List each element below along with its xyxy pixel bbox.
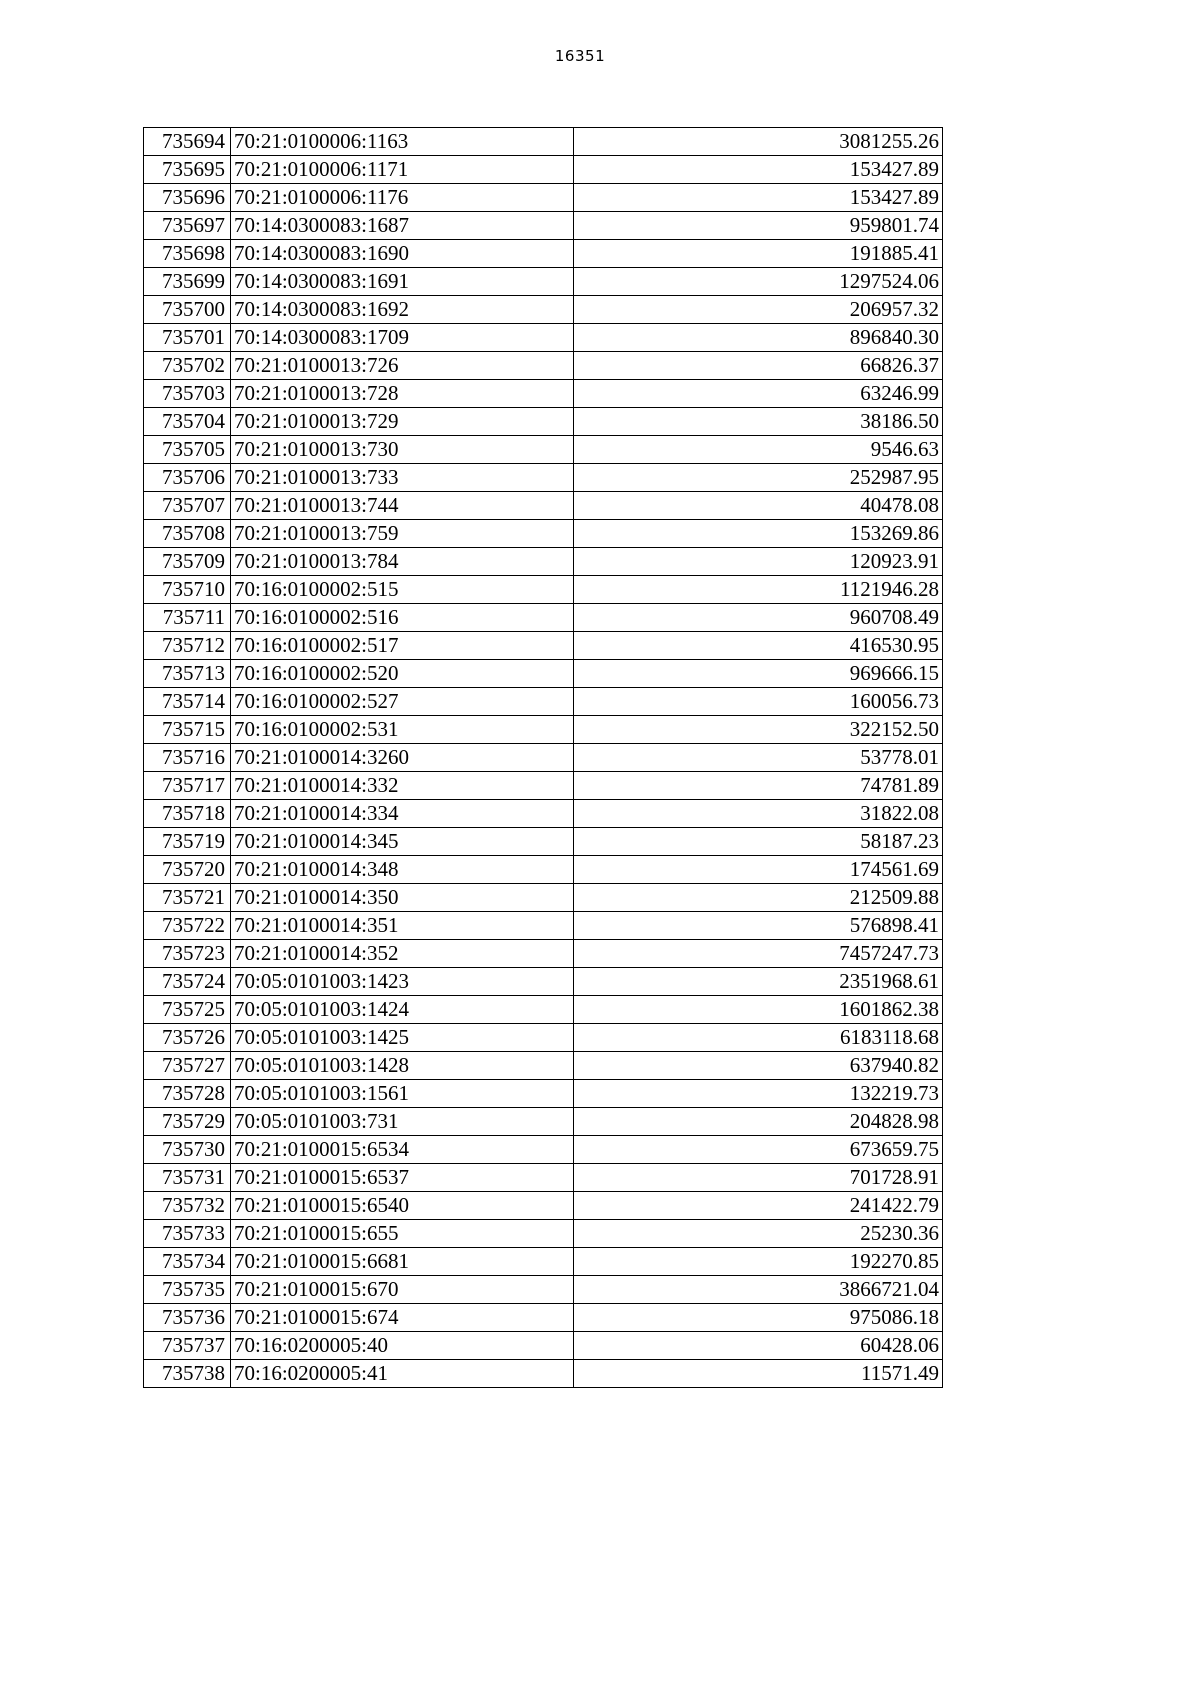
record-number-cell: 735711 [144, 604, 231, 632]
record-number-cell: 735697 [144, 212, 231, 240]
table-row [144, 464, 943, 492]
cadastral-value-cell: 120923.91 [574, 548, 943, 576]
record-number-cell: 735717 [144, 772, 231, 800]
cadastral-value-cell: 60428.06 [574, 1332, 943, 1360]
table-row [144, 968, 943, 996]
record-number-cell: 735735 [144, 1276, 231, 1304]
cadastral-value-cell: 576898.41 [574, 912, 943, 940]
cadastral-number-cell: 70:21:0100014:332 [231, 772, 574, 800]
record-number-cell: 735722 [144, 912, 231, 940]
table-row [144, 128, 943, 156]
cadastral-value-cell: 7457247.73 [574, 940, 943, 968]
table-row [144, 828, 943, 856]
table-row [144, 1136, 943, 1164]
table-row [144, 1052, 943, 1080]
cadastral-number-cell: 70:14:0300083:1709 [231, 324, 574, 352]
cadastral-value-cell: 416530.95 [574, 632, 943, 660]
cadastral-value-cell: 191885.41 [574, 240, 943, 268]
cadastral-number-cell: 70:21:0100015:674 [231, 1304, 574, 1332]
cadastral-number-cell: 70:21:0100014:3260 [231, 744, 574, 772]
cadastral-number-cell: 70:21:0100013:726 [231, 352, 574, 380]
cadastral-value-cell: 153427.89 [574, 156, 943, 184]
cadastral-number-cell: 70:21:0100013:744 [231, 492, 574, 520]
cadastral-value-cell: 25230.36 [574, 1220, 943, 1248]
record-number-cell: 735737 [144, 1332, 231, 1360]
cadastral-number-cell: 70:21:0100013:730 [231, 436, 574, 464]
cadastral-value-cell: 9546.63 [574, 436, 943, 464]
record-number-cell: 735703 [144, 380, 231, 408]
record-number-cell: 735696 [144, 184, 231, 212]
cadastral-number-cell: 70:16:0100002:520 [231, 660, 574, 688]
record-number-cell: 735701 [144, 324, 231, 352]
table-row [144, 1332, 943, 1360]
cadastral-value-cell: 6183118.68 [574, 1024, 943, 1052]
cadastral-number-cell: 70:21:0100013:784 [231, 548, 574, 576]
table-row [144, 604, 943, 632]
cadastral-value-cell: 896840.30 [574, 324, 943, 352]
cadastral-number-cell: 70:05:0101003:1428 [231, 1052, 574, 1080]
record-number-cell: 735694 [144, 128, 231, 156]
table-row [144, 436, 943, 464]
record-number-cell: 735714 [144, 688, 231, 716]
table-row [144, 492, 943, 520]
cadastral-value-cell: 153269.86 [574, 520, 943, 548]
cadastral-number-cell: 70:21:0100006:1163 [231, 128, 574, 156]
table-row [144, 324, 943, 352]
table-row [144, 912, 943, 940]
record-number-cell: 735729 [144, 1108, 231, 1136]
cadastral-value-cell: 66826.37 [574, 352, 943, 380]
cadastral-number-cell: 70:21:0100013:733 [231, 464, 574, 492]
cadastral-value-cell: 1601862.38 [574, 996, 943, 1024]
cadastral-value-cell: 192270.85 [574, 1248, 943, 1276]
cadastral-value-cell: 132219.73 [574, 1080, 943, 1108]
cadastral-number-cell: 70:21:0100015:670 [231, 1276, 574, 1304]
record-number-cell: 735725 [144, 996, 231, 1024]
table-row [144, 1080, 943, 1108]
cadastral-number-cell: 70:05:0101003:731 [231, 1108, 574, 1136]
cadastral-value-cell: 153427.89 [574, 184, 943, 212]
cadastral-value-cell: 58187.23 [574, 828, 943, 856]
table-row [144, 1248, 943, 1276]
cadastral-value-cell: 3866721.04 [574, 1276, 943, 1304]
table-row [144, 1220, 943, 1248]
cadastral-value-cell: 1297524.06 [574, 268, 943, 296]
cadastral-value-cell: 174561.69 [574, 856, 943, 884]
record-number-cell: 735713 [144, 660, 231, 688]
record-number-cell: 735698 [144, 240, 231, 268]
record-number-cell: 735707 [144, 492, 231, 520]
cadastral-value-cell: 322152.50 [574, 716, 943, 744]
cadastral-value-cell: 63246.99 [574, 380, 943, 408]
table-row [144, 1024, 943, 1052]
cadastral-value-cell: 3081255.26 [574, 128, 943, 156]
record-number-cell: 735712 [144, 632, 231, 660]
table-row [144, 856, 943, 884]
record-number-cell: 735709 [144, 548, 231, 576]
record-number-cell: 735738 [144, 1360, 231, 1388]
page-number: 16351 [554, 47, 606, 65]
cadastral-number-cell: 70:16:0100002:515 [231, 576, 574, 604]
cadastral-value-cell: 960708.49 [574, 604, 943, 632]
cadastral-number-cell: 70:21:0100006:1176 [231, 184, 574, 212]
cadastral-number-cell: 70:05:0101003:1424 [231, 996, 574, 1024]
record-number-cell: 735734 [144, 1248, 231, 1276]
record-number-cell: 735705 [144, 436, 231, 464]
record-number-cell: 735718 [144, 800, 231, 828]
record-number-cell: 735702 [144, 352, 231, 380]
table-row [144, 884, 943, 912]
cadastral-value-cell: 701728.91 [574, 1164, 943, 1192]
table-row [144, 156, 943, 184]
cadastral-value-table [143, 127, 943, 1388]
table-row [144, 1108, 943, 1136]
record-number-cell: 735721 [144, 884, 231, 912]
table-row [144, 380, 943, 408]
record-number-cell: 735715 [144, 716, 231, 744]
table-row [144, 660, 943, 688]
cadastral-number-cell: 70:21:0100014:350 [231, 884, 574, 912]
table-row [144, 352, 943, 380]
record-number-cell: 735706 [144, 464, 231, 492]
record-number-cell: 735736 [144, 1304, 231, 1332]
cadastral-value-cell: 38186.50 [574, 408, 943, 436]
record-number-cell: 735732 [144, 1192, 231, 1220]
record-number-cell: 735723 [144, 940, 231, 968]
cadastral-number-cell: 70:14:0300083:1687 [231, 212, 574, 240]
table-row [144, 548, 943, 576]
cadastral-number-cell: 70:21:0100014:345 [231, 828, 574, 856]
cadastral-number-cell: 70:05:0101003:1561 [231, 1080, 574, 1108]
record-number-cell: 735720 [144, 856, 231, 884]
cadastral-number-cell: 70:16:0100002:527 [231, 688, 574, 716]
cadastral-number-cell: 70:21:0100015:6540 [231, 1192, 574, 1220]
record-number-cell: 735716 [144, 744, 231, 772]
cadastral-number-cell: 70:16:0200005:40 [231, 1332, 574, 1360]
table-row [144, 240, 943, 268]
cadastral-number-cell: 70:21:0100015:6681 [231, 1248, 574, 1276]
cadastral-number-cell: 70:21:0100013:759 [231, 520, 574, 548]
record-number-cell: 735726 [144, 1024, 231, 1052]
record-number-cell: 735730 [144, 1136, 231, 1164]
table-row [144, 520, 943, 548]
table-row [144, 772, 943, 800]
cadastral-value-cell: 11571.49 [574, 1360, 943, 1388]
cadastral-number-cell: 70:21:0100013:728 [231, 380, 574, 408]
record-number-cell: 735700 [144, 296, 231, 324]
cadastral-value-cell: 212509.88 [574, 884, 943, 912]
cadastral-value-cell: 637940.82 [574, 1052, 943, 1080]
cadastral-number-cell: 70:21:0100014:352 [231, 940, 574, 968]
record-number-cell: 735733 [144, 1220, 231, 1248]
cadastral-value-cell: 1121946.28 [574, 576, 943, 604]
table-row [144, 744, 943, 772]
cadastral-number-cell: 70:21:0100015:655 [231, 1220, 574, 1248]
table-row [144, 716, 943, 744]
record-number-cell: 735719 [144, 828, 231, 856]
table-row [144, 996, 943, 1024]
table-row [144, 296, 943, 324]
table-row [144, 632, 943, 660]
table-row [144, 800, 943, 828]
cadastral-value-cell: 53778.01 [574, 744, 943, 772]
record-number-cell: 735695 [144, 156, 231, 184]
record-number-cell: 735724 [144, 968, 231, 996]
record-number-cell: 735731 [144, 1164, 231, 1192]
cadastral-value-cell: 241422.79 [574, 1192, 943, 1220]
cadastral-number-cell: 70:16:0200005:41 [231, 1360, 574, 1388]
table-row [144, 1360, 943, 1388]
cadastral-number-cell: 70:14:0300083:1690 [231, 240, 574, 268]
cadastral-number-cell: 70:16:0100002:517 [231, 632, 574, 660]
cadastral-value-cell: 2351968.61 [574, 968, 943, 996]
table-row [144, 576, 943, 604]
record-number-cell: 735728 [144, 1080, 231, 1108]
record-number-cell: 735727 [144, 1052, 231, 1080]
cadastral-value-cell: 673659.75 [574, 1136, 943, 1164]
record-number-cell: 735708 [144, 520, 231, 548]
cadastral-number-cell: 70:05:0101003:1423 [231, 968, 574, 996]
cadastral-number-cell: 70:21:0100014:334 [231, 800, 574, 828]
record-number-cell: 735710 [144, 576, 231, 604]
cadastral-number-cell: 70:05:0101003:1425 [231, 1024, 574, 1052]
table-row [144, 268, 943, 296]
cadastral-value-cell: 204828.98 [574, 1108, 943, 1136]
record-number-cell: 735699 [144, 268, 231, 296]
cadastral-value-cell: 74781.89 [574, 772, 943, 800]
cadastral-number-cell: 70:21:0100013:729 [231, 408, 574, 436]
cadastral-number-cell: 70:21:0100014:351 [231, 912, 574, 940]
record-number-cell: 735704 [144, 408, 231, 436]
cadastral-value-cell: 975086.18 [574, 1304, 943, 1332]
cadastral-value-cell: 969666.15 [574, 660, 943, 688]
table-body [144, 128, 943, 1388]
cadastral-number-cell: 70:21:0100014:348 [231, 856, 574, 884]
cadastral-number-cell: 70:21:0100006:1171 [231, 156, 574, 184]
table-row [144, 940, 943, 968]
cadastral-value-cell: 160056.73 [574, 688, 943, 716]
cadastral-number-cell: 70:14:0300083:1692 [231, 296, 574, 324]
table-row [144, 184, 943, 212]
cadastral-value-cell: 40478.08 [574, 492, 943, 520]
table-row [144, 688, 943, 716]
table-row [144, 1304, 943, 1332]
table-row [144, 1276, 943, 1304]
table-row [144, 1192, 943, 1220]
cadastral-value-cell: 206957.32 [574, 296, 943, 324]
cadastral-number-cell: 70:21:0100015:6537 [231, 1164, 574, 1192]
cadastral-value-cell: 252987.95 [574, 464, 943, 492]
table-row [144, 408, 943, 436]
cadastral-number-cell: 70:14:0300083:1691 [231, 268, 574, 296]
cadastral-value-cell: 31822.08 [574, 800, 943, 828]
cadastral-number-cell: 70:16:0100002:531 [231, 716, 574, 744]
cadastral-number-cell: 70:16:0100002:516 [231, 604, 574, 632]
table-row [144, 1164, 943, 1192]
cadastral-number-cell: 70:21:0100015:6534 [231, 1136, 574, 1164]
cadastral-value-cell: 959801.74 [574, 212, 943, 240]
table-row [144, 212, 943, 240]
